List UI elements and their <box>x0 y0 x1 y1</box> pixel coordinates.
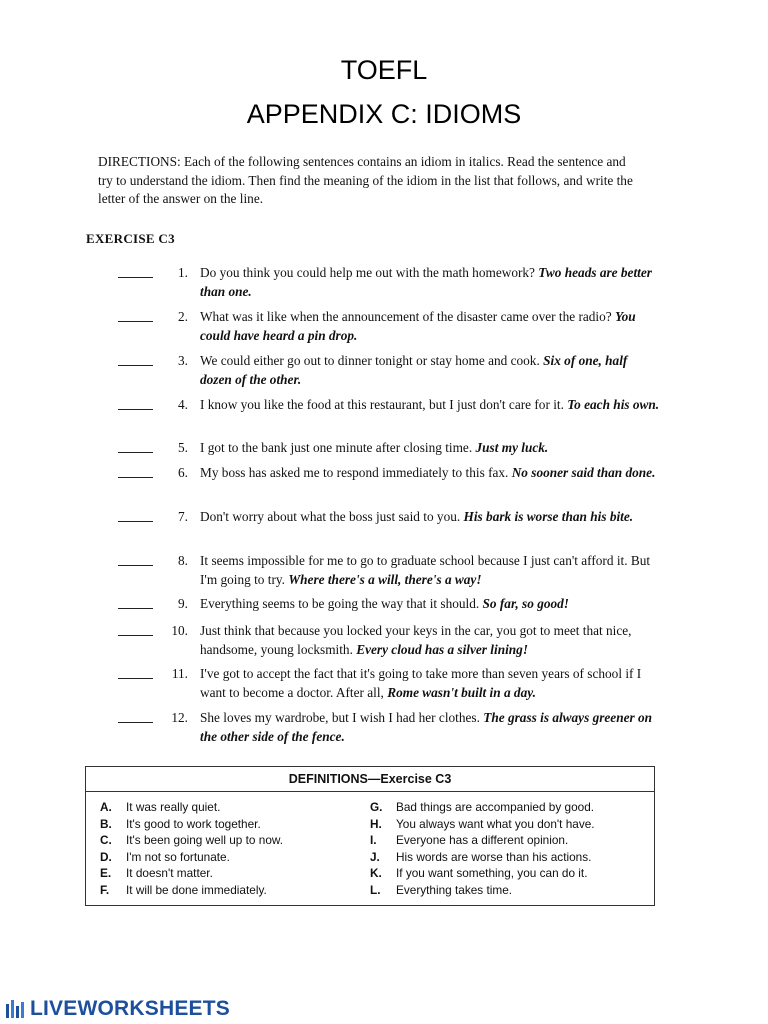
definition-text: It's good to work together. <box>126 816 261 831</box>
definition-text: It was really quiet. <box>126 800 221 814</box>
exercise-title: EXERCISE C3 <box>86 231 175 246</box>
question-item <box>118 396 658 436</box>
question-idiom: Just my luck. <box>475 440 549 455</box>
question-text: I got to the bank just one minute after closing time. <box>200 440 476 455</box>
question-idiom: His bark is worse than his bite. <box>463 509 634 524</box>
definition-item <box>370 832 595 849</box>
question-text: What was it like when the announcement of the disaster came over the radio? <box>200 309 616 324</box>
answer-blank[interactable] <box>118 678 153 679</box>
question-number: 4. <box>178 397 188 412</box>
question-number: 12. <box>171 710 188 725</box>
answer-blank[interactable] <box>118 477 153 478</box>
answer-blank[interactable] <box>118 521 153 522</box>
answer-blank[interactable] <box>118 409 153 410</box>
question-number: 8. <box>178 553 188 568</box>
question-item <box>118 508 658 548</box>
question-number: 11. <box>171 666 188 681</box>
answer-blank[interactable] <box>118 365 153 366</box>
answer-blank[interactable] <box>118 277 153 278</box>
answer-blank[interactable] <box>118 321 153 322</box>
definition-letter: H. <box>370 816 382 831</box>
question-idiom: No sooner said than done. <box>511 465 656 480</box>
question-item <box>118 352 658 392</box>
question-text: I've got to accept the fact that it's going to take more than seven years of school if I want to become a doctor. After all, <box>200 666 642 700</box>
definition-letter: D. <box>100 849 112 864</box>
definition-letter: K. <box>370 866 382 880</box>
question-idiom: The grass is always greener on the other side of the fence. <box>200 710 653 744</box>
question-idiom: Two heads are better than one. <box>200 265 652 299</box>
definition-item <box>370 816 595 833</box>
question-text: Do you think you could help me out with the math homework? <box>200 265 539 280</box>
definition-text: If you want something, you can do it. <box>396 866 588 880</box>
definition-letter: A. <box>100 800 112 814</box>
question-number: 9. <box>178 596 188 611</box>
question-text: Just think that because you locked your keys in the car, you got to meet that nice, handsome, young locksmith. <box>200 623 632 657</box>
definition-letter: F. <box>100 882 110 897</box>
question-item <box>118 709 658 749</box>
definitions-right-column <box>370 799 595 898</box>
question-number: 10. <box>171 623 188 638</box>
definition-text: I'm not so fortunate. <box>126 849 230 864</box>
definition-letter: G. <box>370 800 383 814</box>
directions-text: DIRECTIONS: Each of the following sentences contains an idiom in italics. Read the sentence and try to understand the idiom. Then find the meaning of the idiom in the list that follows, and write the letter of the answer on the line. <box>98 154 633 206</box>
liveworksheets-logo-icon <box>4 998 28 1020</box>
definition-text: It's been going well up to now. <box>126 833 284 847</box>
question-number: 5. <box>178 440 188 455</box>
question-idiom: Six of one, half dozen of the other. <box>200 353 628 387</box>
question-number: 2. <box>178 309 188 324</box>
question-number: 1. <box>178 265 188 280</box>
definition-text: It doesn't matter. <box>126 866 213 880</box>
definition-text: Bad things are accompanied by good. <box>396 800 595 814</box>
question-item <box>118 622 658 662</box>
definition-text: His words are worse than his actions. <box>396 849 592 864</box>
question-text: She loves my wardrobe, but I wish I had her clothes. <box>200 710 484 725</box>
question-text: We could either go out to dinner tonight or stay home and cook. <box>200 353 544 368</box>
question-idiom: To each his own. <box>567 397 660 412</box>
definition-text: You always want what you don't have. <box>396 816 595 831</box>
definition-letter: C. <box>100 833 112 847</box>
definition-item <box>100 882 283 899</box>
question-number: 6. <box>178 465 188 480</box>
answer-blank[interactable] <box>118 452 153 453</box>
definition-item <box>100 849 283 866</box>
definition-item <box>100 865 283 882</box>
answer-blank[interactable] <box>118 608 153 609</box>
definition-letter: J. <box>370 849 380 864</box>
definition-text: It will be done immediately. <box>126 882 267 897</box>
question-item <box>118 264 658 304</box>
question-text: I know you like the food at this restaurant, but I just don't care for it. <box>200 397 568 412</box>
definition-item <box>100 816 283 833</box>
definition-text: Everything takes time. <box>396 882 513 897</box>
definition-letter: L. <box>370 882 381 897</box>
question-text: Everything seems to be going the way that it should. <box>200 596 483 611</box>
answer-blank[interactable] <box>118 565 153 566</box>
footer-branding[interactable] <box>4 996 230 1022</box>
question-idiom: You could have heard a pin drop. <box>200 309 636 343</box>
brand-name: LIVEWORKSHEETS <box>30 997 230 1020</box>
definitions-box <box>85 766 655 906</box>
definition-item <box>370 799 595 816</box>
question-number: 3. <box>178 353 188 368</box>
definition-text: Everyone has a different opinion. <box>396 833 569 847</box>
definition-item <box>370 849 595 866</box>
definitions-left-column <box>100 799 283 898</box>
question-text: It seems impossible for me to go to graduate school because I just can't afford it. But I'm going to try. <box>200 553 651 587</box>
question-text: My boss has asked me to respond immediately to this fax. <box>200 465 512 480</box>
page-subtitle: APPENDIX C: IDIOMS <box>246 99 522 129</box>
definition-letter: I. <box>370 833 377 847</box>
definition-item <box>370 865 595 882</box>
answer-blank[interactable] <box>118 722 153 723</box>
question-idiom: So far, so good! <box>482 596 569 611</box>
definition-item <box>100 799 283 816</box>
definition-item <box>370 882 595 899</box>
question-item <box>118 464 658 504</box>
definitions-title: DEFINITIONS—Exercise C3 <box>86 767 654 792</box>
definition-item <box>100 832 283 849</box>
answer-blank[interactable] <box>118 635 153 636</box>
question-idiom: Where there's a will, there's a way! <box>288 571 482 587</box>
page-title: TOEFL <box>340 55 428 85</box>
question-idiom: Rome wasn't built in a day. <box>387 684 536 700</box>
question-item <box>118 552 658 592</box>
question-item <box>118 665 658 705</box>
question-idiom: Every cloud has a silver lining! <box>356 641 528 657</box>
question-item <box>118 308 658 348</box>
question-text: Don't worry about what the boss just said to you. <box>200 509 464 524</box>
question-number: 7. <box>178 509 188 524</box>
definition-letter: E. <box>100 866 112 880</box>
definition-letter: B. <box>100 816 112 831</box>
